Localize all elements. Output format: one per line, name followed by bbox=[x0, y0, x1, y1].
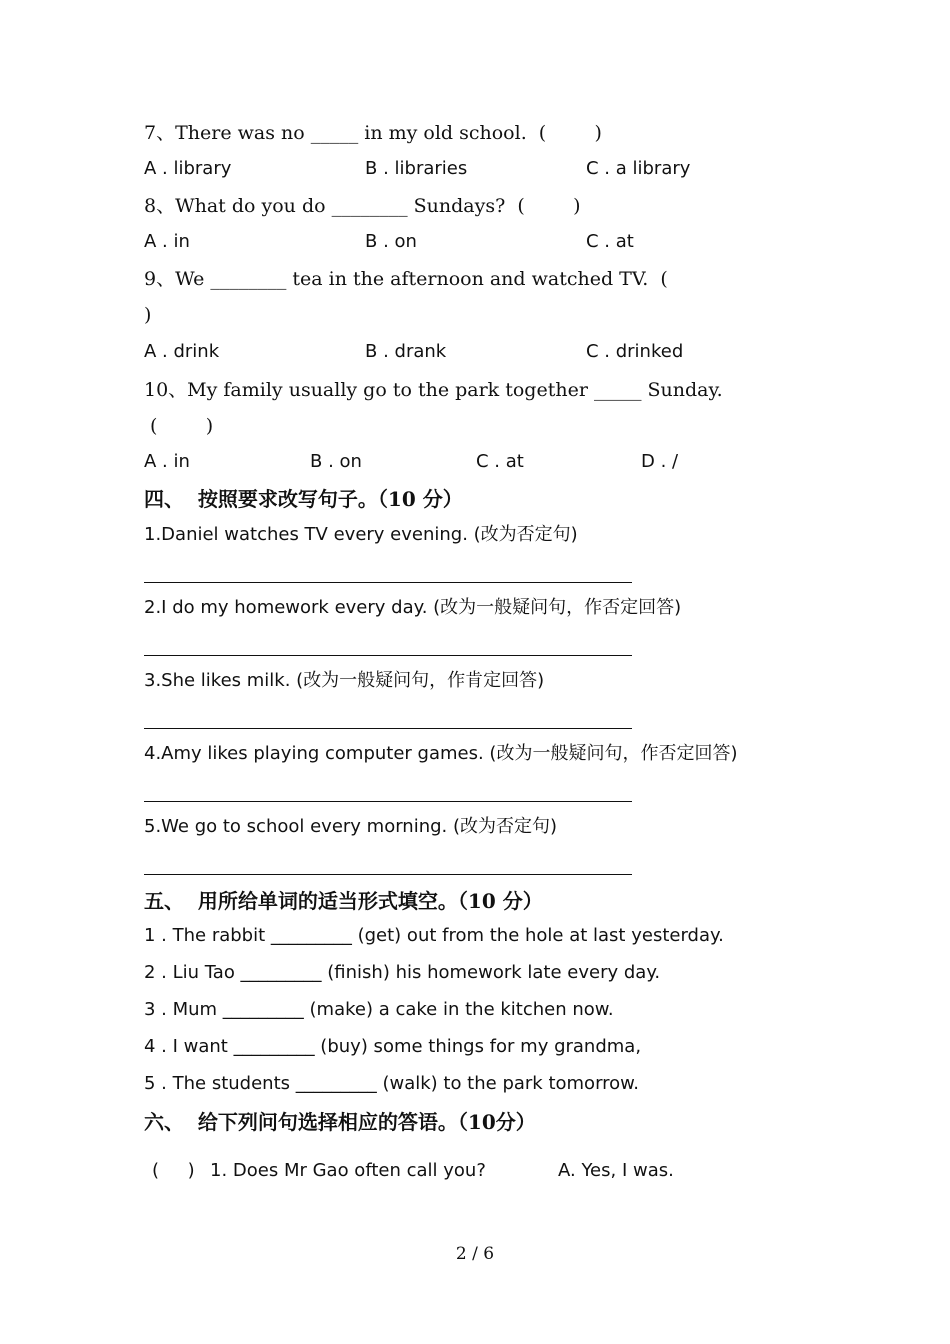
match-bracket-1: ( ) bbox=[152, 1160, 195, 1181]
q9-option-a: A . drink bbox=[144, 341, 220, 362]
q9-option-c: C . drinked bbox=[586, 341, 684, 362]
section-6-title: 六、 给下列问句选择相应的答语。（10分） bbox=[144, 1110, 536, 1134]
question-8: 8、What do you do ________ Sundays? ( ) bbox=[144, 195, 581, 217]
answer-line-2 bbox=[144, 655, 632, 656]
q7-option-c: C . a library bbox=[586, 158, 691, 179]
answer-line-1 bbox=[144, 582, 632, 583]
rewrite-item-4: 4.Amy likes playing computer games. (改为一般疑问句，作否定回答) bbox=[144, 743, 738, 764]
question-10-bracket: ( ) bbox=[144, 415, 214, 437]
section-5-title: 五、 用所给单词的适当形式填空。（10 分） bbox=[144, 889, 543, 913]
question-7: 7、There was no _____ in my old school. ( ) bbox=[144, 122, 602, 144]
q10-option-b: B . on bbox=[310, 451, 362, 472]
fill-item-2: 2 . Liu Tao _________ (finish) his homework late every day. bbox=[144, 962, 661, 983]
answer-line-4 bbox=[144, 801, 632, 802]
answer-line-5 bbox=[144, 874, 632, 875]
rewrite-item-1: 1.Daniel watches TV every evening. (改为否定句) bbox=[144, 524, 578, 545]
question-9: 9、We ________ tea in the afternoon and watched TV. ( bbox=[144, 268, 668, 290]
match-answer-a: A. Yes, I was. bbox=[558, 1160, 674, 1181]
page-number: 2 / 6 bbox=[455, 1244, 495, 1264]
fill-item-5: 5 . The students _________ (walk) to the park tomorrow. bbox=[144, 1073, 639, 1094]
rewrite-item-5: 5.We go to school every morning. (改为否定句) bbox=[144, 816, 558, 837]
q8-option-a: A . in bbox=[144, 231, 190, 252]
question-10: 10、My family usually go to the park together _____ Sunday. bbox=[144, 379, 723, 401]
q8-option-c: C . at bbox=[586, 231, 634, 252]
q9-option-b: B . drank bbox=[365, 341, 447, 362]
answer-line-3 bbox=[144, 728, 632, 729]
section-4-title: 四、 按照要求改写句子。（10 分） bbox=[144, 487, 463, 511]
fill-item-3: 3 . Mum _________ (make) a cake in the kitchen now. bbox=[144, 999, 614, 1020]
match-question-1: 1. Does Mr Gao often call you? bbox=[210, 1160, 486, 1181]
q10-option-d: D . / bbox=[641, 451, 679, 472]
q8-option-b: B . on bbox=[365, 231, 417, 252]
q10-option-c: C . at bbox=[476, 451, 524, 472]
fill-item-1: 1 . The rabbit _________ (get) out from the hole at last yesterday. bbox=[144, 925, 724, 946]
rewrite-item-3: 3.She likes milk. (改为一般疑问句，作肯定回答) bbox=[144, 670, 545, 691]
q7-option-b: B . libraries bbox=[365, 158, 468, 179]
q10-option-a: A . in bbox=[144, 451, 190, 472]
question-9-bracket: ) bbox=[144, 304, 152, 326]
fill-item-4: 4 . I want _________ (buy) some things for my grandma, bbox=[144, 1036, 642, 1057]
rewrite-item-2: 2.I do my homework every day. (改为一般疑问句，作否定回答) bbox=[144, 597, 682, 618]
q7-option-a: A . library bbox=[144, 158, 232, 179]
